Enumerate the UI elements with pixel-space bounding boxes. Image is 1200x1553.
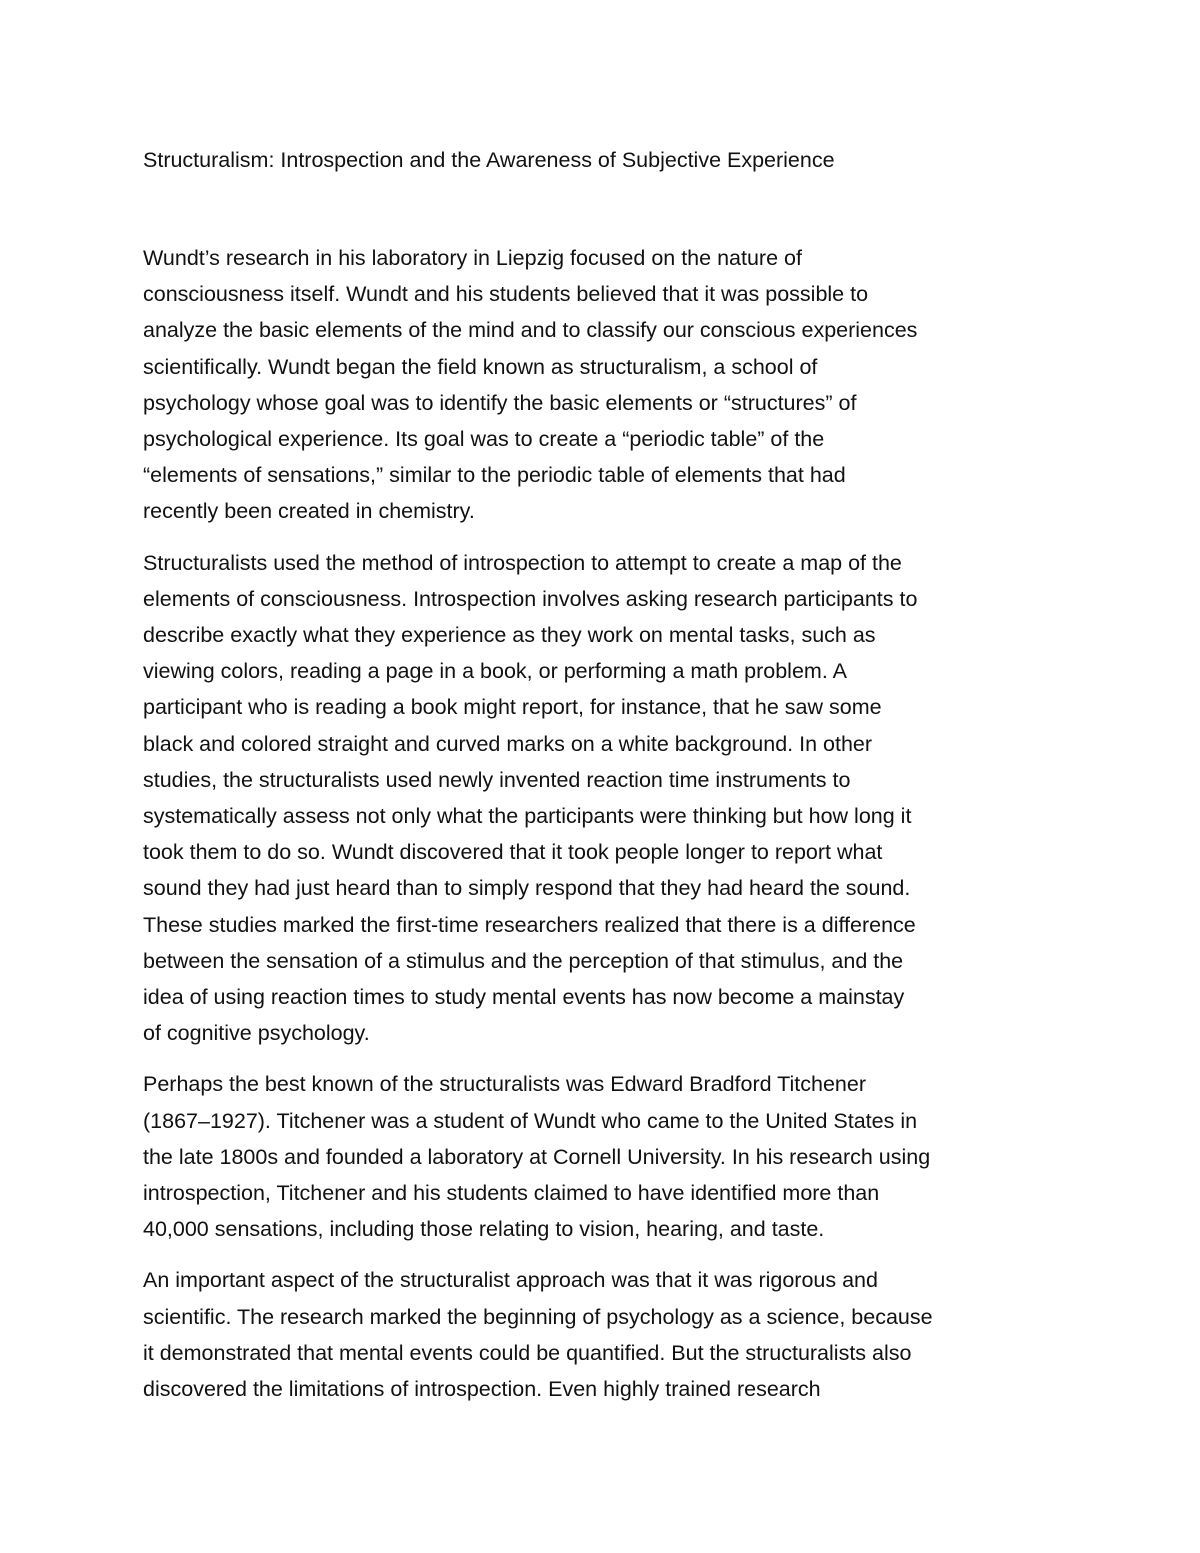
text-line: scientific. The research marked the beginning of psychology as a science, because	[143, 1304, 933, 1329]
text-line: of cognitive psychology.	[143, 1021, 370, 1046]
text-line: participant who is reading a book might report, for instance, that he saw some	[143, 695, 882, 720]
text-line: it demonstrated that mental events could be quantified. But the structuralists also	[143, 1340, 912, 1365]
paragraph-introspection-method	[143, 545, 1061, 1052]
text-line: Perhaps the best known of the structuralists was Edward Bradford Titchener	[143, 1072, 867, 1097]
text-line: Structuralists used the method of introspection to attempt to create a map of the	[143, 550, 902, 575]
text-line: 40,000 sensations, including those relating to vision, hearing, and taste.	[143, 1217, 825, 1242]
paragraph-wundt-research	[143, 240, 1061, 530]
text-line: elements of consciousness. Introspection involves asking research participants to	[143, 586, 918, 611]
text-line: An important aspect of the structuralist approach was that it was rigorous and	[143, 1268, 878, 1293]
text-line: studies, the structuralists used newly invented reaction time instruments to	[143, 767, 851, 792]
text-line: psychological experience. Its goal was to create a “periodic table” of the	[143, 427, 825, 452]
text-line: discovered the limitations of introspection. Even highly trained research	[143, 1377, 821, 1402]
text-line: between the sensation of a stimulus and the perception of that stimulus, and the	[143, 948, 904, 973]
text-line: sound they had just heard than to simply respond that they had heard the sound.	[143, 876, 911, 901]
text-line: consciousness itself. Wundt and his students believed that it was possible to	[143, 282, 869, 307]
text-line: (1867–1927). Titchener was a student of Wundt who came to the United States in	[143, 1108, 918, 1133]
text-line: describe exactly what they experience as they work on mental tasks, such as	[143, 623, 876, 648]
document-body	[143, 142, 1061, 1422]
text-line: analyze the basic elements of the mind and to classify our conscious experiences	[143, 318, 918, 343]
text-line: recently been created in chemistry.	[143, 499, 475, 524]
paragraph-titchener	[143, 1066, 1061, 1247]
text-line: psychology whose goal was to identify the basic elements or “structures” of	[143, 390, 857, 415]
text-line: scientifically. Wundt began the field known as structuralism, a school of	[143, 354, 818, 379]
text-line: viewing colors, reading a page in a book, or performing a math problem. A	[143, 659, 847, 684]
text-line: black and colored straight and curved marks on a white background. In other	[143, 731, 873, 756]
text-line: took them to do so. Wundt discovered that it took people longer to report what	[143, 840, 883, 865]
document-title: Structuralism: Introspection and the Awareness of Subjective Experience	[143, 148, 835, 172]
text-line: “elements of sensations,” similar to the periodic table of elements that had	[143, 463, 846, 488]
text-line: idea of using reaction times to study mental events has now become a mainstay	[143, 985, 905, 1010]
text-line: These studies marked the first-time researchers realized that there is a difference	[143, 912, 916, 937]
text-line: the late 1800s and founded a laboratory at Cornell University. In his research using	[143, 1144, 931, 1169]
text-line: introspection, Titchener and his students claimed to have identified more than	[143, 1181, 880, 1206]
paragraph-structuralist-approach	[143, 1262, 1061, 1407]
text-line: systematically assess not only what the participants were thinking but how long it	[143, 804, 912, 829]
text-line: Wundt’s research in his laboratory in Liepzig focused on the nature of	[143, 246, 802, 270]
